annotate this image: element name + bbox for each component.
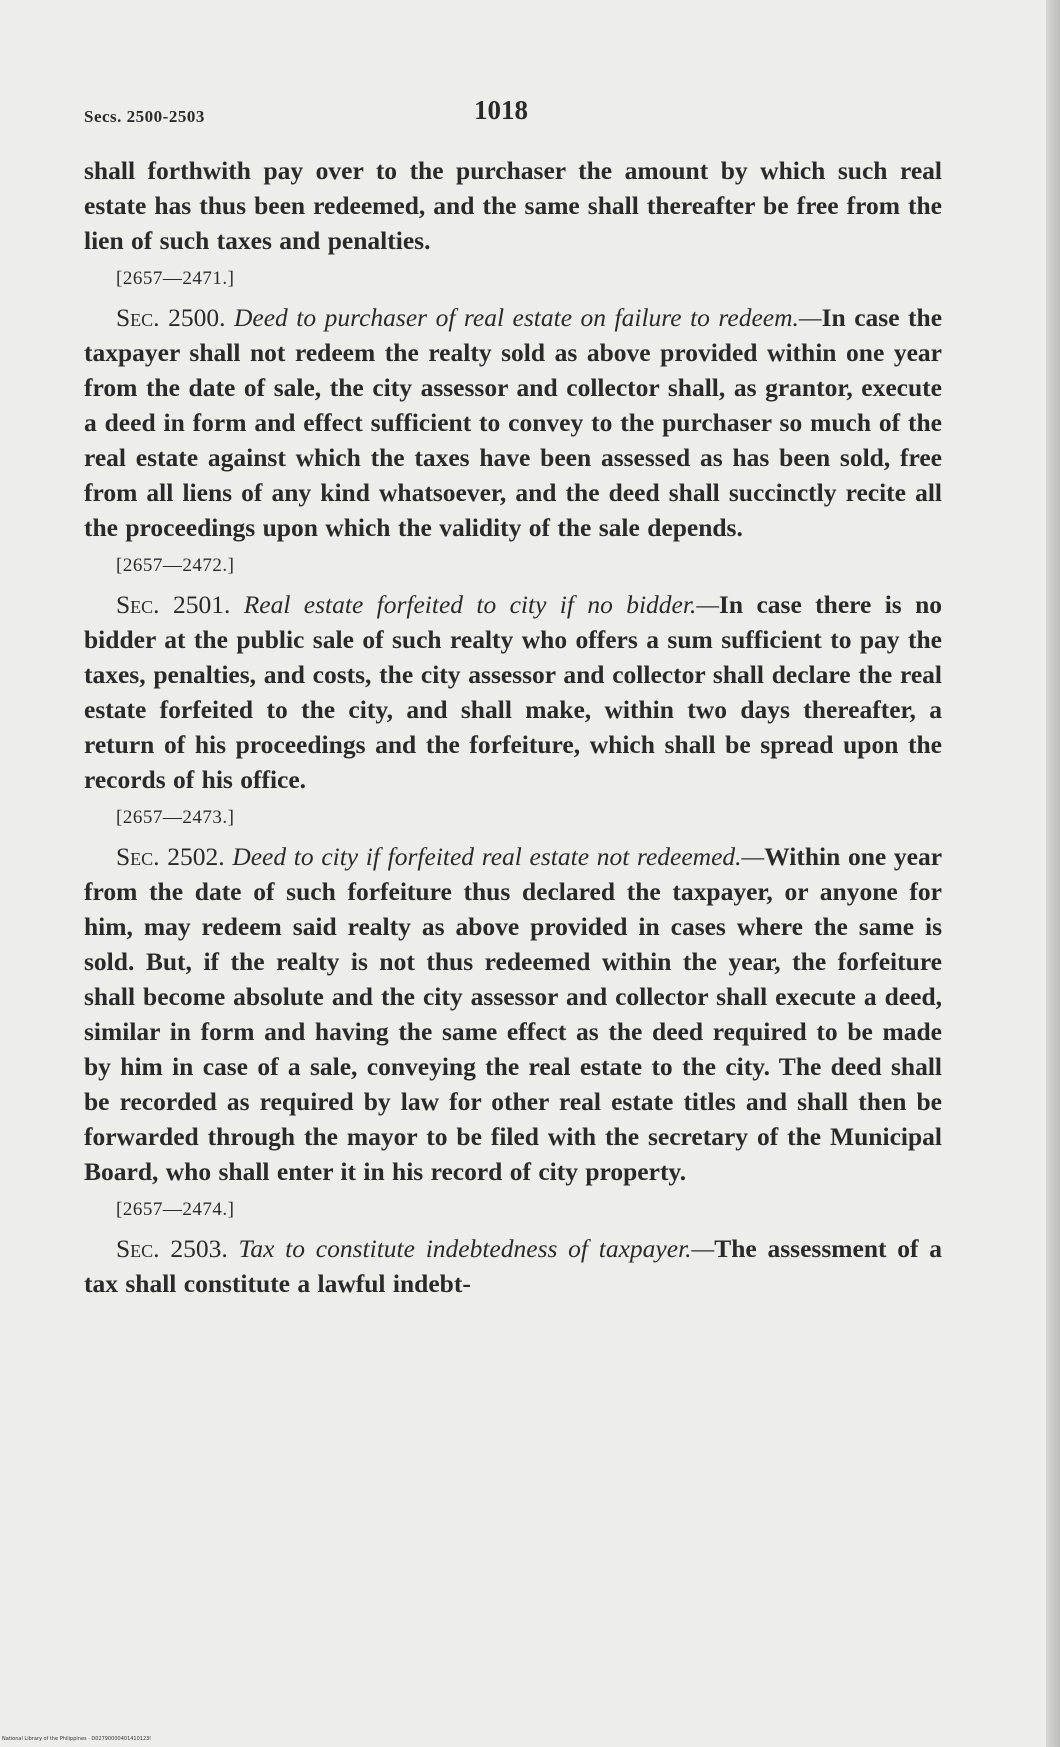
section-text: Within one year from the date of such forfeiture thus declared the taxpayer, or anyone for him, may redeem said realty as above provided in cases where the same is sold. But, if the realty is not thus redeemed within the year, the forfeiture shall become absolute and the city assessor and collector shall execute a deed, similar in form and having the same effect as the deed required to be made by him in case of a sale, conveying the real estate to the city. The deed shall be recorded as required by law for other real estate titles and shall then be forwarded through the mayor to be filed with the secretary of the Municipal Board, who shall enter it in his record of city property. (84, 842, 943, 1186)
section-caption: Deed to purchaser of real estate on failure to redeem.— (233, 303, 822, 332)
section-number: 2501. (172, 590, 231, 619)
section-text: The assessment of a tax shall constitute a lawful indebt- (84, 1234, 943, 1298)
section-2502 (84, 839, 942, 1189)
section-label: Sec. (116, 303, 160, 332)
section-number: 2500. (168, 303, 226, 332)
section-2503 (84, 1231, 942, 1301)
section-label: Sec. (116, 842, 160, 871)
section-range: Secs. 2500-2503 (84, 107, 205, 126)
section-number: 2502. (167, 842, 225, 871)
section-label: Sec. (116, 590, 160, 619)
section-text: In case the taxpayer shall not redeem the realty sold as above provided within one year from the date of sale, the city assessor and collector shall, as grantor, execute a deed in form and effect sufficient to convey to the purchaser so much of the real estate against which the taxes have been assessed as has been sold, free from all liens of any kind whatsoever, and the deed shall succinctly recite all the proceedings upon which the validity of the sale depends. (84, 303, 943, 542)
page-edge-shadow (1046, 0, 1060, 1747)
section-2501 (84, 587, 942, 797)
section-label: Sec. (116, 1234, 160, 1263)
section-caption: Real estate forfeited to city if no bidder.— (243, 590, 719, 619)
section-2500 (84, 300, 942, 545)
page-number: 1018 (474, 95, 528, 125)
continuation-paragraph: shall forthwith pay over to the purchaser the amount by which such real estate has thus been redeemed, and the same shall thereafter be free from the lien of such taxes and penalties. (84, 156, 942, 255)
scan-credit: National Library of the Philippines · D02790000401410123l (2, 1736, 151, 1742)
section-reference-2501: [2657—2472.] (116, 555, 235, 576)
section-reference-2503: [2657—2474.] (116, 1199, 235, 1220)
section-reference-2502: [2657—2473.] (116, 807, 235, 828)
section-caption: Deed to city if forfeited real estate not redeemed.— (232, 842, 765, 871)
section-number: 2503. (170, 1234, 228, 1263)
section-text: In case there is no bidder at the public sale of such realty who offers a sum sufficient to pay the taxes, penalties, and costs, the city assessor and collector shall declare the real estate forfeited to the city, and shall make, within two days thereafter, a return of his proceedings and the forfeiture, which shall be spread upon the records of his office. (84, 590, 943, 794)
running-head (84, 95, 942, 135)
section-caption: Tax to constitute indebtedness of taxpayer.— (238, 1234, 715, 1263)
document-page (84, 95, 942, 1301)
section-reference-2500: [2657—2471.] (116, 268, 235, 289)
